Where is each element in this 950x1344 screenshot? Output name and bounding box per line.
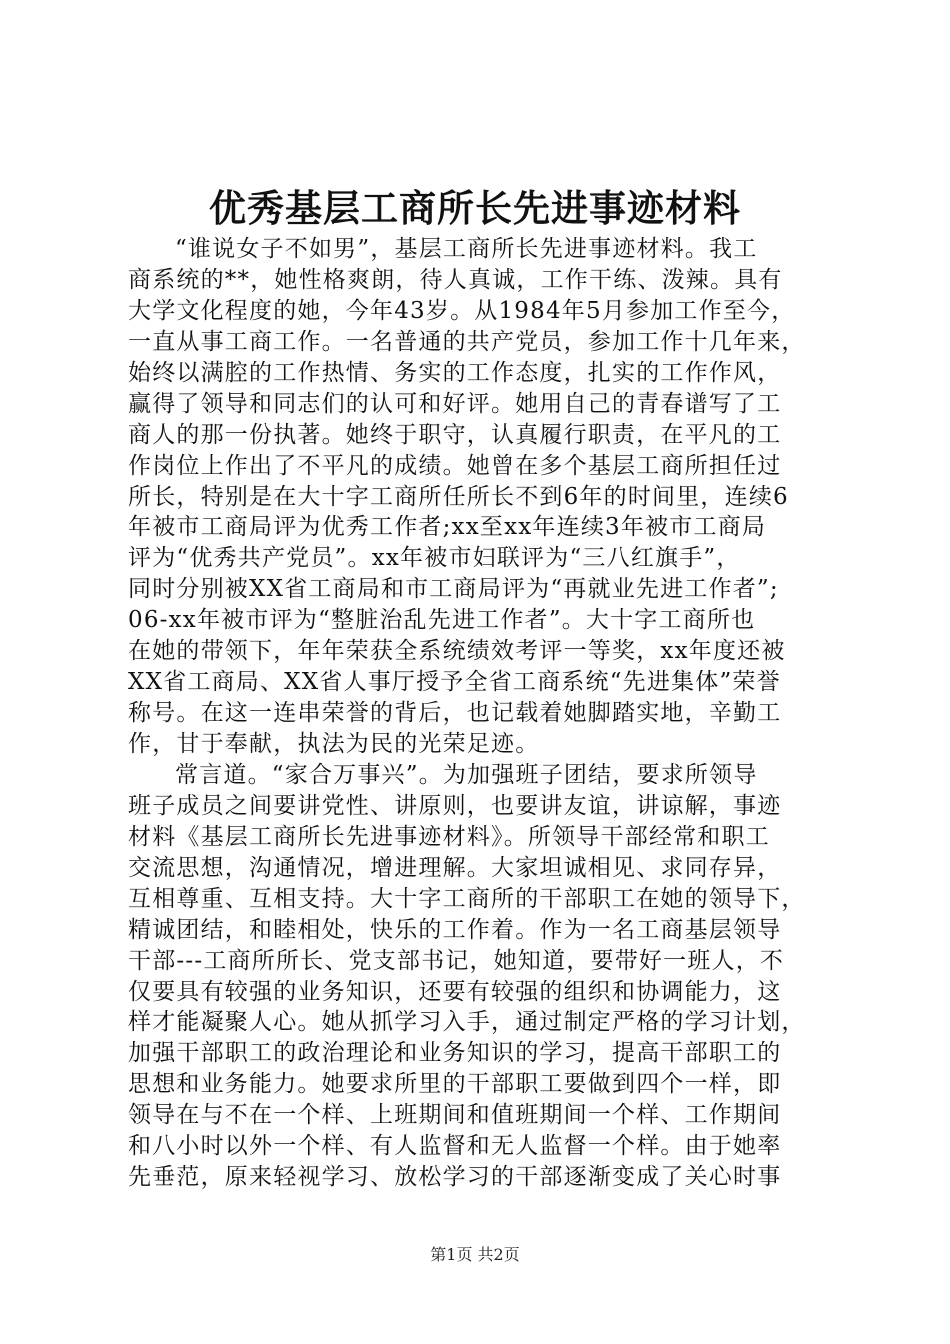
paragraph-1-line: 始终以满腔的工作热情、务实的工作态度，扎实的工作作风，: [128, 359, 782, 386]
document-title: 优秀基层工商所长先进事迹材料: [209, 186, 741, 230]
paragraph-2-line: 班子成员之间要讲党性、讲原则，也要讲友谊，讲谅解，事迹: [128, 792, 782, 819]
paragraph-2-line: 样才能凝聚人心。她从抓学习入手，通过制定严格的学习计划，: [128, 1009, 806, 1036]
paragraph-2-line: 加强干部职工的政治理论和业务知识的学习，提高干部职工的: [128, 1040, 782, 1067]
paragraph-1-line: XX省工商局、XX省人事厅授予全省工商系统“先进集体”荣誉: [128, 669, 781, 696]
paragraph-2-line: 思想和业务能力。她要求所里的干部职工要做到四个一样，即: [128, 1071, 782, 1098]
paragraph-2-line: 精诚团结，和睦相处，快乐的工作着。作为一名工商基层领导: [128, 916, 782, 943]
paragraph-1-line: 赢得了领导和同志们的认可和好评。她用自己的青春谱写了工: [128, 390, 782, 417]
paragraph-1-line: 商系统的**，她性格爽朗，待人真诚，工作干练、泼辣。具有: [128, 266, 783, 293]
paragraph-2-line: 干部---工商所所长、党支部书记，她知道，要带好一班人，不: [128, 947, 785, 974]
paragraph-2-line: 领导在与不在一个样、上班期间和值班期间一个样、工作期间: [128, 1102, 782, 1129]
paragraph-1-line: 作，甘于奉献，执法为民的光荣足迹。: [128, 731, 540, 757]
paragraph-1-line: 评为“优秀共产党员”。xx年被市妇联评为“三八红旗手”，: [128, 545, 741, 572]
paragraph-1-line: 商人的那一份执著。她终于职守，认真履行职责，在平凡的工: [128, 421, 782, 448]
paragraph-2-line: 仅要具有较强的业务知识，还要有较强的组织和协调能力，这: [128, 978, 782, 1005]
page-number-footer: 第1页 共2页: [430, 1245, 520, 1264]
paragraph-1-line: 一直从事工商工作。一名普通的共产党员，参加工作十几年来，: [128, 328, 806, 355]
paragraph-1-line: 称号。在这一连串荣誉的背后，也记载着她脚踏实地，辛勤工: [128, 700, 782, 727]
paragraph-1-line: 06-xx年被市评为“整脏治乱先进工作者”。大十字工商所也: [128, 607, 756, 634]
paragraph-1-line: 在她的带领下，年年荣获全系统绩效考评一等奖，xx年度还被: [128, 638, 786, 665]
paragraph-1-line: 年被市工商局评为优秀工作者;xx至xx年连续3年被市工商局: [128, 514, 767, 541]
paragraph-2-line: 和八小时以外一个样、有人监督和无人监督一个样。由于她率: [128, 1133, 782, 1160]
paragraph-1-line: 作岗位上作出了不平凡的成绩。她曾在多个基层工商所担任过: [128, 452, 782, 479]
paragraph-1-line: 所长，特别是在大十字工商所任所长不到6年的时间里，连续6: [128, 483, 789, 510]
paragraph-1-line: 大学文化程度的她，今年43岁。从1984年5月参加工作至今，: [128, 297, 796, 324]
paragraph-2-line: 互相尊重、互相支持。大十字工商所的干部职工在她的领导下，: [128, 885, 806, 912]
paragraph-2-line: 先垂范，原来轻视学习、放松学习的干部逐渐变成了关心时事: [128, 1164, 782, 1191]
paragraph-1-line: “谁说女子不如男”，基层工商所长先进事迹材料。我工: [175, 236, 758, 262]
paragraph-2-line: 常言道。“家合万事兴”。为加强班子团结，要求所领导: [175, 761, 758, 788]
paragraph-2-line: 材料《基层工商所长先进事迹材料》。所领导干部经常和职工: [128, 823, 770, 850]
document-body: [128, 234, 835, 1193]
paragraph-1-line: 同时分别被XX省工商局和市工商局评为“再就业先进工作者”;: [128, 576, 779, 603]
paragraph-2-line: 交流思想，沟通情况，增进理解。大家坦诚相见、求同存异，: [128, 854, 782, 881]
